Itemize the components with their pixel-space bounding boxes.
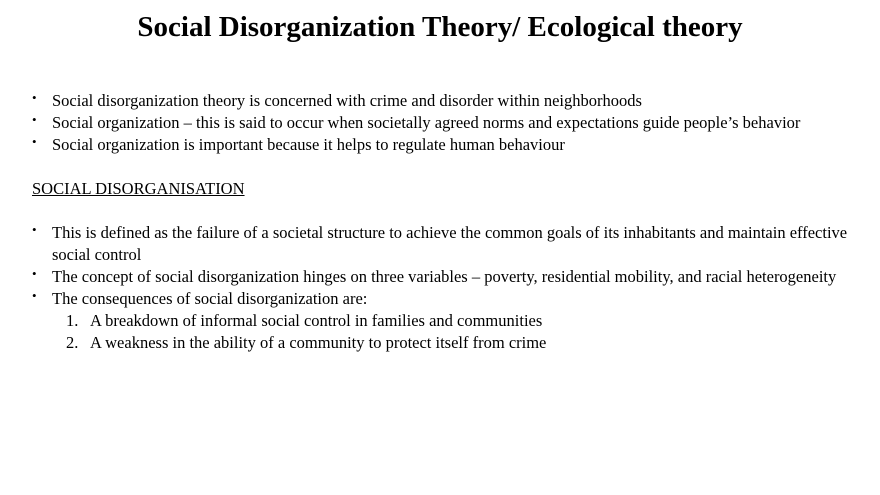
slide-body	[32, 90, 852, 354]
bullet-icon: •	[32, 134, 37, 149]
list-item	[32, 222, 852, 266]
spacer	[32, 156, 852, 178]
list-item	[32, 288, 852, 354]
bullet-icon: •	[32, 288, 37, 303]
consequences-list	[52, 310, 852, 354]
list-item	[32, 266, 852, 288]
list-item	[32, 90, 852, 112]
bullet-icon: •	[32, 90, 37, 105]
list-number: 1.	[66, 311, 79, 330]
bullet-text: The concept of social disorganization hinges on three variables – poverty, residential mobility, and racial heterogeneity	[52, 267, 837, 286]
list-number: 2.	[66, 333, 79, 352]
list-item	[52, 310, 852, 332]
bullet-text: This is defined as the failure of a societal structure to achieve the common goals of its inhabitants and maintain effective social control	[52, 223, 848, 264]
bullet-icon: •	[32, 222, 37, 237]
list-item-text: A breakdown of informal social control in families and communities	[90, 311, 543, 330]
list-item	[32, 134, 852, 156]
list-item	[52, 332, 852, 354]
spacer	[32, 200, 852, 222]
main-bullet-list	[32, 222, 852, 354]
bullet-text: Social organization – this is said to occur when societally agreed norms and expectations guide people’s behavior	[52, 113, 801, 132]
list-item	[32, 112, 852, 134]
bullet-text: Social disorganization theory is concerned with crime and disorder within neighborhoods	[52, 91, 642, 110]
bullet-text: Social organization is important because it helps to regulate human behaviour	[52, 135, 565, 154]
slide-title: Social Disorganization Theory/ Ecological theory	[137, 11, 743, 43]
bullet-icon: •	[32, 266, 37, 281]
section-heading: SOCIAL DISORGANISATION	[32, 179, 245, 198]
bullet-text: The consequences of social disorganization are:	[52, 289, 368, 308]
intro-bullet-list	[32, 90, 852, 156]
bullet-icon: •	[32, 112, 37, 127]
list-item-text: A weakness in the ability of a community to protect itself from crime	[90, 333, 547, 352]
